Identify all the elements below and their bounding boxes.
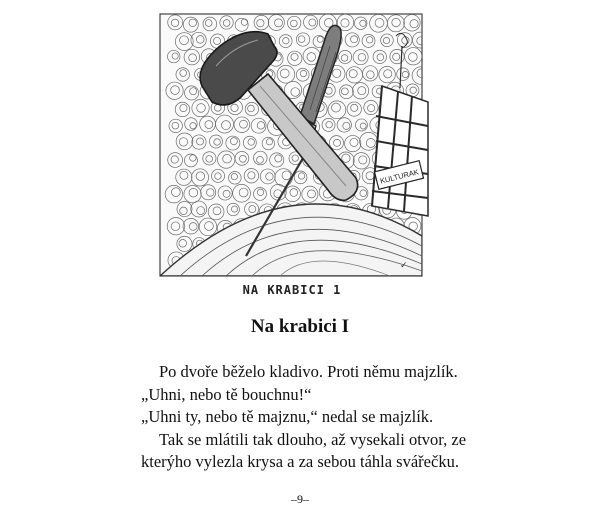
illustration [150,6,450,298]
sign-text: KULTURAK [379,167,420,186]
signature-mark: ✓ [400,261,408,271]
paragraph-line: „Uhni, nebo tě bouchnu!“ [141,384,312,404]
story-paragraph [141,361,467,474]
drawing-hammer-chisel [150,6,450,298]
paragraph-line: kterýho vylezla krysa a za sebou táhla svářečku. [141,452,459,471]
page-number: –9– [291,492,309,506]
paragraph-line: Tak se mlátili tak dlouho, až vysekali otvor, ze [159,429,467,449]
paragraph-line: „Uhni ty, nebo tě majznu,“ nedal se majzlík. [141,407,434,426]
paragraph-line: Po dvoře běželo kladivo. Proti němu majzlík. [159,362,458,381]
illustration-caption: NA KRABICI 1 [242,283,342,297]
chapter-title: Na krabici I [250,316,350,337]
